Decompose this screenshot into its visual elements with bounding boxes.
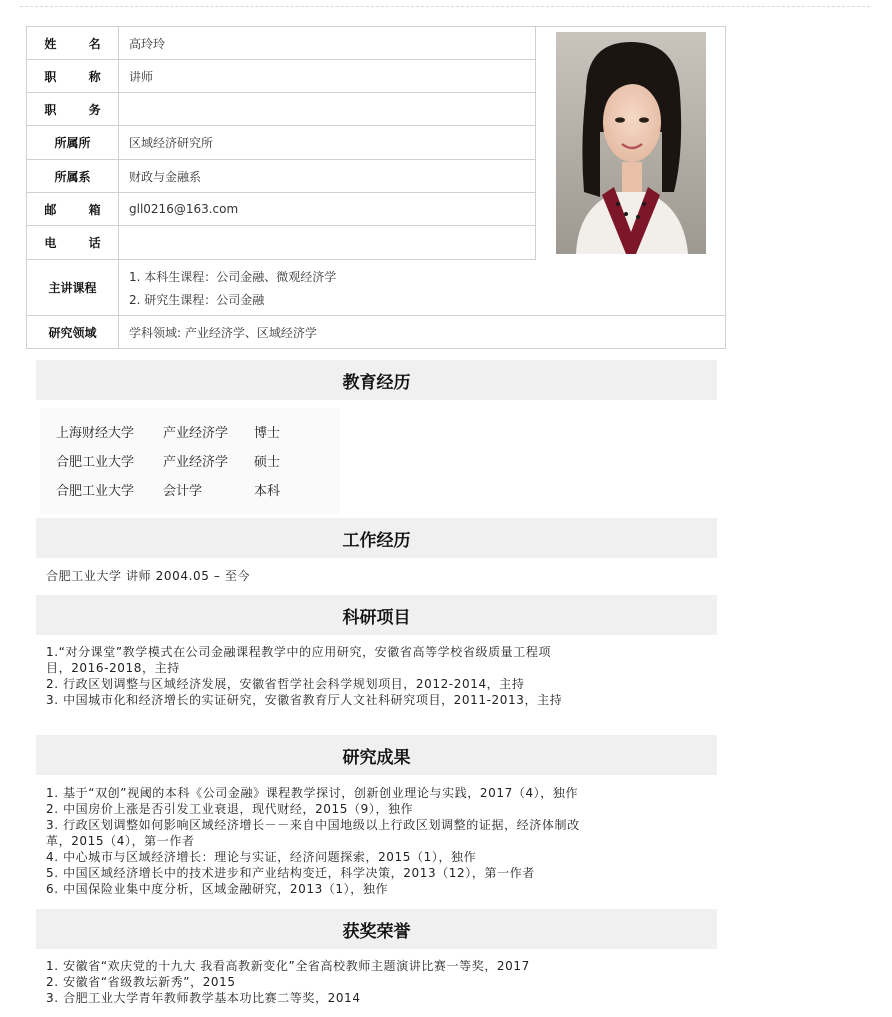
profile-row-institute [27, 126, 535, 160]
result-line: 2. 中国房价上涨是否引发工业衰退，现代财经，2015（9），独作 [46, 802, 414, 816]
education-degree: 硕士 [254, 455, 281, 470]
course-item: 1. 本科生课程：公司金融、微观经济学 [129, 270, 337, 284]
results-heading: 研究成果 [36, 735, 717, 775]
work-line: 合肥工业大学 讲师 2004.05 – 至今 [46, 569, 251, 583]
profile-row-phone [27, 226, 535, 260]
profile-row-research [27, 316, 725, 348]
top-divider [20, 6, 870, 7]
result-line: 5. 中国区域经济增长中的技术进步和产业结构变迁，科学决策，2013（12），第一作者 [46, 866, 535, 880]
email-value[interactable]: gll0216@163.com [129, 202, 239, 216]
award-line: 1. 安徽省“欢庆党的十九大 我看高教新变化”全省高校教师主题演讲比赛一等奖，2017 [46, 959, 530, 973]
photo-cell [535, 27, 725, 260]
education-degree: 博士 [254, 426, 281, 441]
project-line: 2. 行政区划调整与区域经济发展，安徽省哲学社会科学规划项目，2012-2014，主持 [46, 677, 525, 691]
education-major: 产业经济学 [163, 426, 229, 441]
education-list [40, 408, 340, 514]
profile-table [26, 26, 726, 349]
award-line: 2. 安徽省“省级教坛新秀”，2015 [46, 975, 236, 989]
profile-row-courses [27, 260, 725, 316]
result-line: 4. 中心城市与区域经济增长：理论与实证，经济问题探索，2015（1），独作 [46, 850, 477, 864]
courses-label: 主讲课程 [27, 260, 119, 315]
name-value: 高玲玲 [129, 36, 166, 51]
result-line: 革，2015（4），第一作者 [46, 834, 195, 848]
award-line: 3. 合肥工业大学青年教师教学基本功比赛二等奖，2014 [46, 991, 361, 1005]
title-value: 讲师 [129, 69, 154, 84]
email-label: 邮 箱 [27, 193, 119, 225]
education-school: 上海财经大学 [56, 426, 135, 441]
courses-list [129, 266, 336, 312]
research-value: 学科领域: 产业经济学、区域经济学 [129, 325, 317, 340]
education-heading: 教育经历 [36, 360, 717, 400]
education-school: 合肥工业大学 [56, 484, 135, 499]
department-value: 财政与金融系 [129, 169, 202, 184]
project-line: 1.“对分课堂”教学模式在公司金融课程教学中的应用研究，安徽省高等学校省级质量工程项 [46, 645, 552, 659]
result-line: 3. 行政区划调整如何影响区域经济增长－－来自中国地级以上行政区划调整的证据，经济体制改 [46, 818, 580, 832]
profile-row-position [27, 93, 535, 126]
education-degree: 本科 [254, 484, 281, 499]
department-label: 所属系 [27, 160, 119, 192]
course-item: 2. 研究生课程：公司金融 [129, 293, 265, 307]
education-major: 会计学 [163, 484, 203, 499]
result-line: 1. 基于“双创”视阈的本科《公司金融》课程教学探讨，创新创业理论与实践，2017（4），独作 [46, 786, 579, 800]
institute-label: 所属所 [27, 126, 119, 159]
projects-heading: 科研项目 [36, 595, 717, 635]
project-line: 3. 中国城市化和经济增长的实证研究，安徽省教育厅人文社科研究项目，2011-2013，主持 [46, 693, 563, 707]
result-line: 6. 中国保险业集中度分析，区域金融研究，2013（1），独作 [46, 882, 389, 896]
education-school: 合肥工业大学 [56, 455, 135, 470]
profile-row-department [27, 160, 535, 193]
institute-value: 区域经济研究所 [129, 136, 214, 150]
profile-row-email [27, 193, 535, 226]
project-line: 目，2016-2018，主持 [46, 661, 180, 675]
awards-heading: 获奖荣誉 [36, 909, 717, 949]
title-label: 职 称 [27, 60, 119, 92]
work-heading: 工作经历 [36, 518, 717, 558]
profile-row-name [27, 27, 535, 60]
research-label: 研究领域 [27, 316, 119, 348]
avatar [556, 32, 706, 254]
name-label: 姓 名 [27, 27, 119, 59]
position-label: 职 务 [27, 93, 119, 125]
profile-row-title [27, 60, 535, 93]
phone-label: 电 话 [27, 226, 119, 259]
education-major: 产业经济学 [163, 455, 229, 470]
